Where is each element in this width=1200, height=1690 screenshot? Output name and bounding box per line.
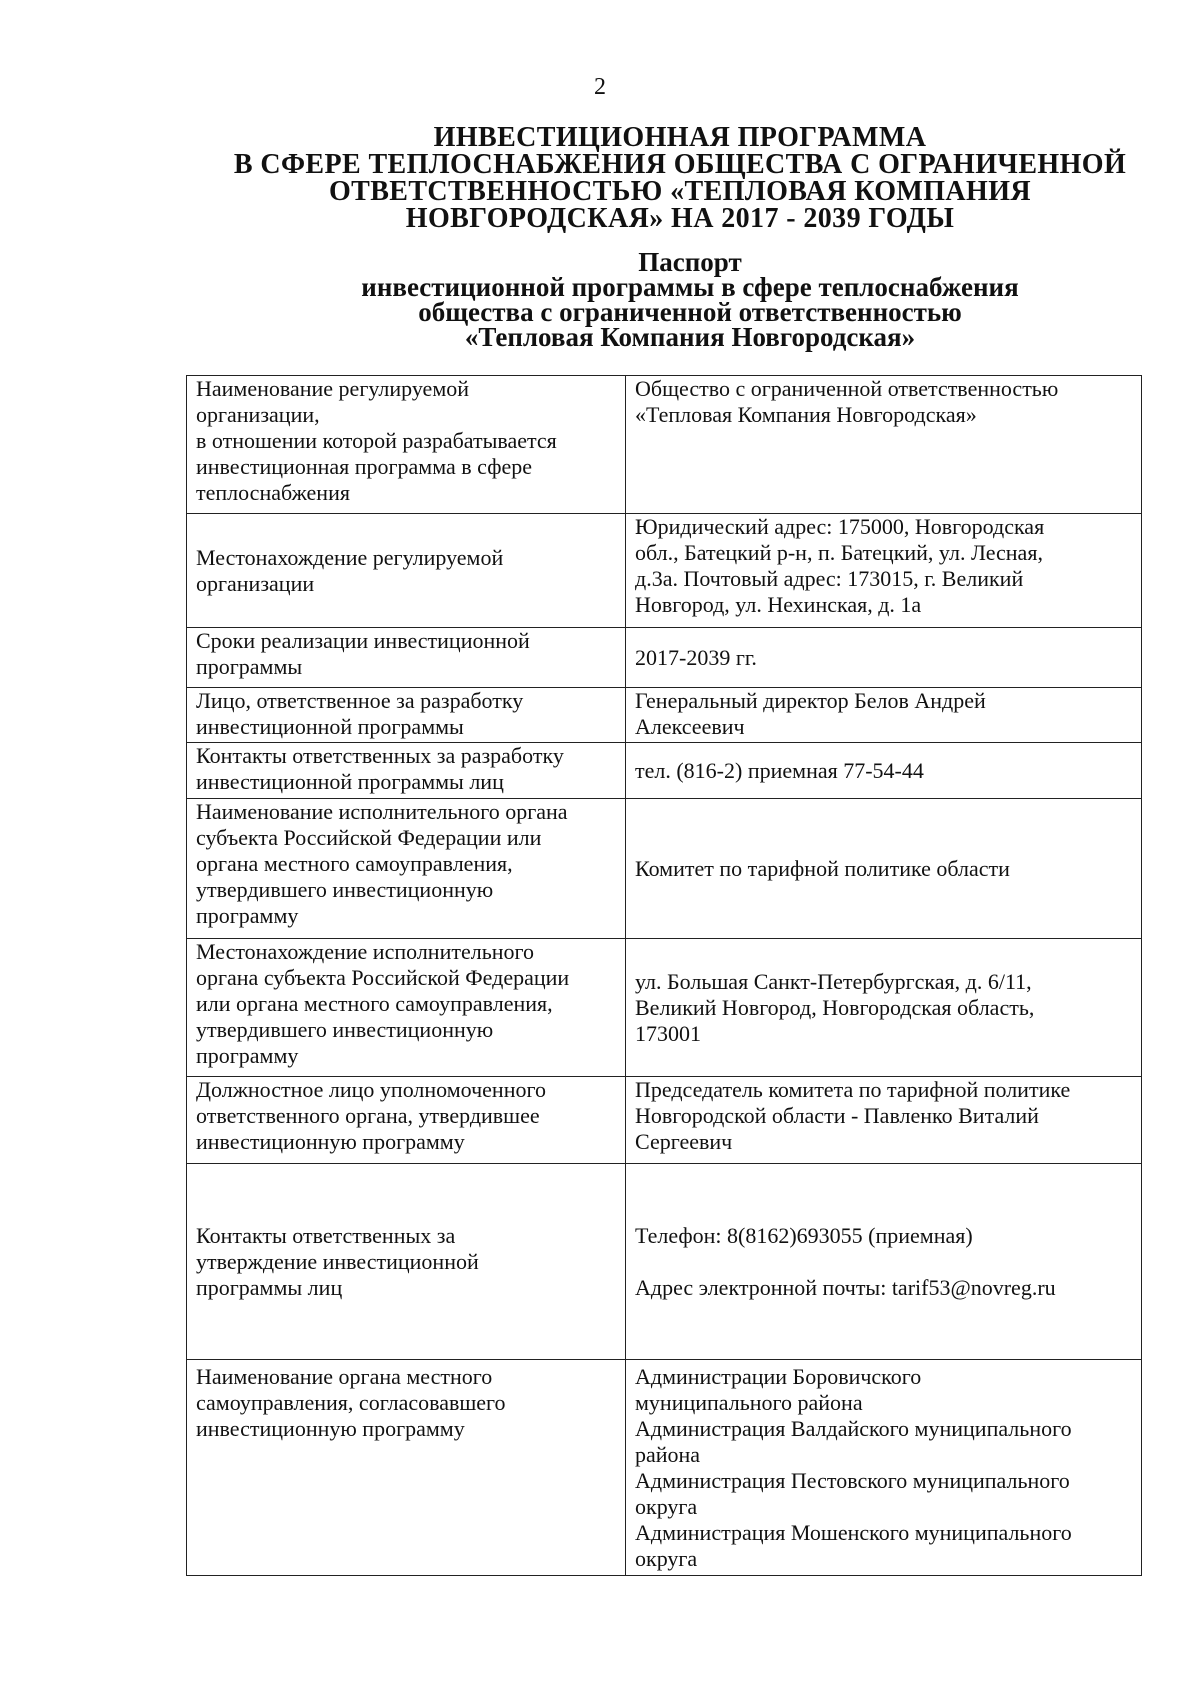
label-line: утвердившего инвестиционную (196, 877, 494, 902)
label-line: инвестиционная программа в сфере (196, 454, 532, 479)
label-line: органа субъекта Российской Федерации (196, 965, 570, 990)
label-line: организации, (196, 402, 320, 427)
value-cell (626, 1360, 1142, 1576)
label-line: Наименование регулируемой (196, 376, 470, 401)
label-line: утверждение инвестиционной (196, 1248, 479, 1274)
value-cell (626, 1077, 1142, 1164)
label-cell (187, 628, 626, 688)
table-row (187, 688, 1142, 743)
title-line: В СФЕРЕ ТЕПЛОСНАБЖЕНИЯ ОБЩЕСТВА С ОГРАНИЧЕННОЙ (233, 149, 1127, 180)
value-line: обл., Батецкий р-н, п. Батецкий, ул. Лесная, (635, 540, 1043, 565)
label-line: программу (196, 903, 299, 928)
value-line: Генеральный директор Белов Андрей (635, 688, 986, 713)
value-line: Юридический адрес: 175000, Новгородская (635, 514, 1045, 539)
value-line: Администрация Пестовского муниципального (635, 1468, 1070, 1493)
table-row (187, 514, 1142, 628)
value-line: Комитет по тарифной политике области (635, 855, 1010, 881)
value-line: «Тепловая Компания Новгородская» (635, 402, 977, 427)
value-line: Новгородской области - Павленко Виталий (635, 1103, 1039, 1128)
value-cell (626, 799, 1142, 939)
value-line: д.3а. Почтовый адрес: 173015, г. Великий (635, 566, 1024, 591)
label-cell (187, 1077, 626, 1164)
table-row (187, 376, 1142, 514)
label-cell (187, 743, 626, 799)
label-line: инвестиционной программы (196, 714, 464, 739)
table-row (187, 799, 1142, 939)
value-line: района (635, 1442, 701, 1467)
label-line: Лицо, ответственное за разработку (196, 688, 524, 713)
label-cell (187, 376, 626, 514)
label-cell (187, 1164, 626, 1360)
passport-heading (250, 247, 1130, 352)
label-line: субъекта Российской Федерации или (196, 825, 542, 850)
label-line: Контакты ответственных за разработку (196, 743, 564, 768)
table-row (187, 1077, 1142, 1164)
value-line: округа (635, 1494, 698, 1519)
label-line: ответственного органа, утвердившее (196, 1103, 540, 1128)
value-cell (626, 939, 1142, 1077)
table-row (187, 628, 1142, 688)
label-line: инвестиционную программу (196, 1129, 465, 1154)
label-line: Контакты ответственных за (196, 1222, 456, 1248)
title-line: ОТВЕТСТВЕННОСТЬЮ «ТЕПЛОВАЯ КОМПАНИЯ (328, 176, 1032, 207)
value-line: округа (635, 1546, 698, 1571)
value-line: Администрация Валдайского муниципального (635, 1416, 1072, 1441)
passport-line: Паспорт (638, 247, 742, 277)
value-line: Великий Новгород, Новгородская область, (635, 994, 1035, 1020)
value-line: Сергеевич (635, 1129, 733, 1154)
table-row (187, 1360, 1142, 1576)
label-line: утвердившего инвестиционную (196, 1017, 494, 1042)
value-line: Администрации Боровичского (635, 1364, 922, 1389)
passport-line: инвестиционной программы в сфере теплоснабжения (361, 272, 1019, 302)
label-line: Наименование исполнительного органа (196, 799, 568, 824)
label-line: Должностное лицо уполномоченного (196, 1077, 546, 1102)
value-cell (626, 743, 1142, 799)
table-row (187, 939, 1142, 1077)
value-line: Председатель комитета по тарифной политике (635, 1077, 1071, 1102)
label-cell (187, 1360, 626, 1576)
label-line: организации (196, 570, 315, 596)
value-line: Адрес электронной почты: tarif53@novreg.ru (635, 1274, 1056, 1300)
label-line: в отношении которой разрабатывается (196, 428, 557, 453)
document-title (200, 124, 1160, 232)
label-line: программы (196, 654, 303, 679)
passport-line: «Тепловая Компания Новгородская» (464, 322, 916, 352)
value-line: Телефон: 8(8162)693055 (приемная) (635, 1222, 973, 1248)
value-cell (626, 376, 1142, 514)
label-line: Местонахождение исполнительного (196, 939, 534, 964)
label-cell (187, 799, 626, 939)
value-line: Общество с ограниченной ответственностью (635, 376, 1059, 401)
table-row (187, 743, 1142, 799)
value-line: 173001 (635, 1020, 701, 1046)
passport-table (186, 375, 1142, 1576)
value-line: муниципального района (635, 1390, 863, 1415)
label-line: программы лиц (196, 1274, 343, 1300)
label-line: инвестиционную программу (196, 1416, 465, 1441)
table-row (187, 1164, 1142, 1360)
label-line: или органа местного самоуправления, (196, 991, 553, 1016)
value-line: Алексеевич (635, 714, 745, 739)
label-line: Сроки реализации инвестиционной (196, 628, 530, 653)
label-cell (187, 939, 626, 1077)
value-cell (626, 688, 1142, 743)
value-cell (626, 628, 1142, 688)
page-number: 2 (594, 74, 606, 100)
passport-line: общества с ограниченной ответственностью (418, 297, 962, 327)
label-line: органа местного самоуправления, (196, 851, 513, 876)
value-cell (626, 1164, 1142, 1360)
title-line: НОВГОРОДСКАЯ» НА 2017 - 2039 ГОДЫ (405, 203, 955, 234)
label-line: программу (196, 1043, 299, 1068)
value-cell (626, 514, 1142, 628)
label-cell (187, 514, 626, 628)
label-line: инвестиционной программы лиц (196, 769, 504, 794)
value-line: Новгород, ул. Нехинская, д. 1а (635, 592, 922, 617)
label-cell (187, 688, 626, 743)
label-line: Местонахождение регулируемой (196, 544, 504, 570)
label-line: теплоснабжения (196, 480, 350, 505)
value-line: ул. Большая Санкт-Петербургская, д. 6/11, (635, 968, 1032, 994)
title-line: ИНВЕСТИЦИОННАЯ ПРОГРАММА (433, 122, 927, 153)
value-line: тел. (816-2) приемная 77-54-44 (635, 757, 924, 783)
label-line: Наименование органа местного (196, 1364, 493, 1389)
value-line: Администрация Мошенского муниципального (635, 1520, 1072, 1545)
value-line: 2017-2039 гг. (635, 644, 757, 670)
label-line: самоуправления, согласовавшего (196, 1390, 506, 1415)
